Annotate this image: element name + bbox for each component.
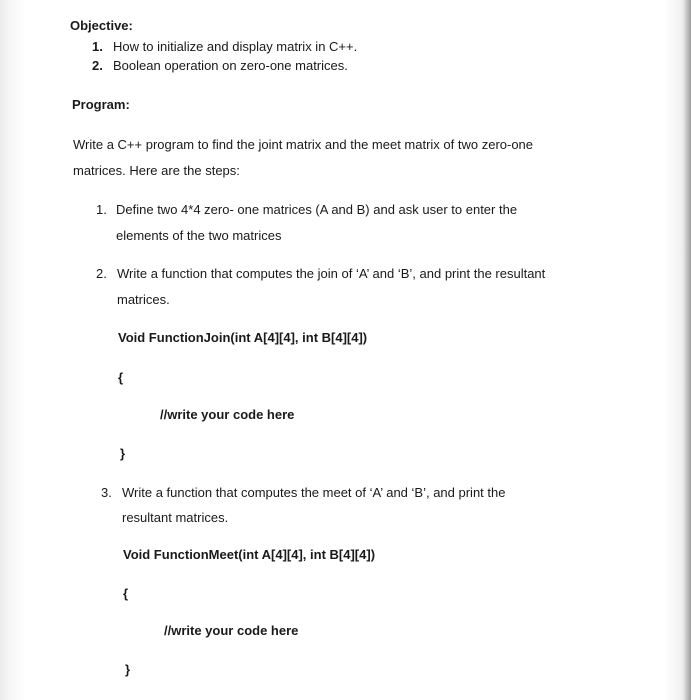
step-2-number: 2. bbox=[96, 266, 107, 281]
join-close-brace: } bbox=[120, 446, 126, 461]
step-3-line-1: Write a function that computes the meet of ‘A’ and ‘B’, and print the bbox=[122, 485, 506, 500]
meet-code-comment: //write your code here bbox=[164, 623, 299, 638]
step-3-number: 3. bbox=[101, 485, 112, 500]
step-1-line-1: Define two 4*4 zero- one matrices (A and B) and ask user to enter the bbox=[116, 202, 518, 217]
program-heading: Program: bbox=[72, 97, 130, 112]
step-1-number: 1. bbox=[96, 202, 107, 217]
join-function-signature: Void FunctionJoin(int A[4][4], int B[4][4]) bbox=[118, 330, 368, 345]
step-2-line-1: Write a function that computes the join of ‘A’ and ‘B’, and print the resultant bbox=[117, 266, 546, 281]
step-1-line-2: elements of the two matrices bbox=[116, 228, 282, 243]
objective-heading: Objective: bbox=[70, 18, 133, 33]
objective-item-2-text: Boolean operation on zero-one matrices. bbox=[113, 58, 348, 73]
program-intro-line-1: Write a C++ program to find the joint matrix and the meet matrix of two zero-one bbox=[73, 137, 534, 152]
objective-item-1-number: 1. bbox=[92, 39, 103, 54]
meet-open-brace: { bbox=[123, 586, 129, 601]
program-intro-line-2: matrices. Here are the steps: bbox=[73, 163, 240, 178]
join-open-brace: { bbox=[118, 370, 124, 385]
meet-close-brace: } bbox=[125, 662, 131, 677]
objective-item-1-text: How to initialize and display matrix in C++. bbox=[113, 39, 358, 54]
meet-function-signature: Void FunctionMeet(int A[4][4], int B[4][4]) bbox=[123, 547, 376, 562]
step-2-line-2: matrices. bbox=[117, 292, 170, 307]
objective-item-2-number: 2. bbox=[92, 58, 103, 73]
join-code-comment: //write your code here bbox=[160, 407, 295, 422]
page-edge-shadow bbox=[683, 0, 691, 700]
step-3-line-2: resultant matrices. bbox=[122, 510, 229, 525]
